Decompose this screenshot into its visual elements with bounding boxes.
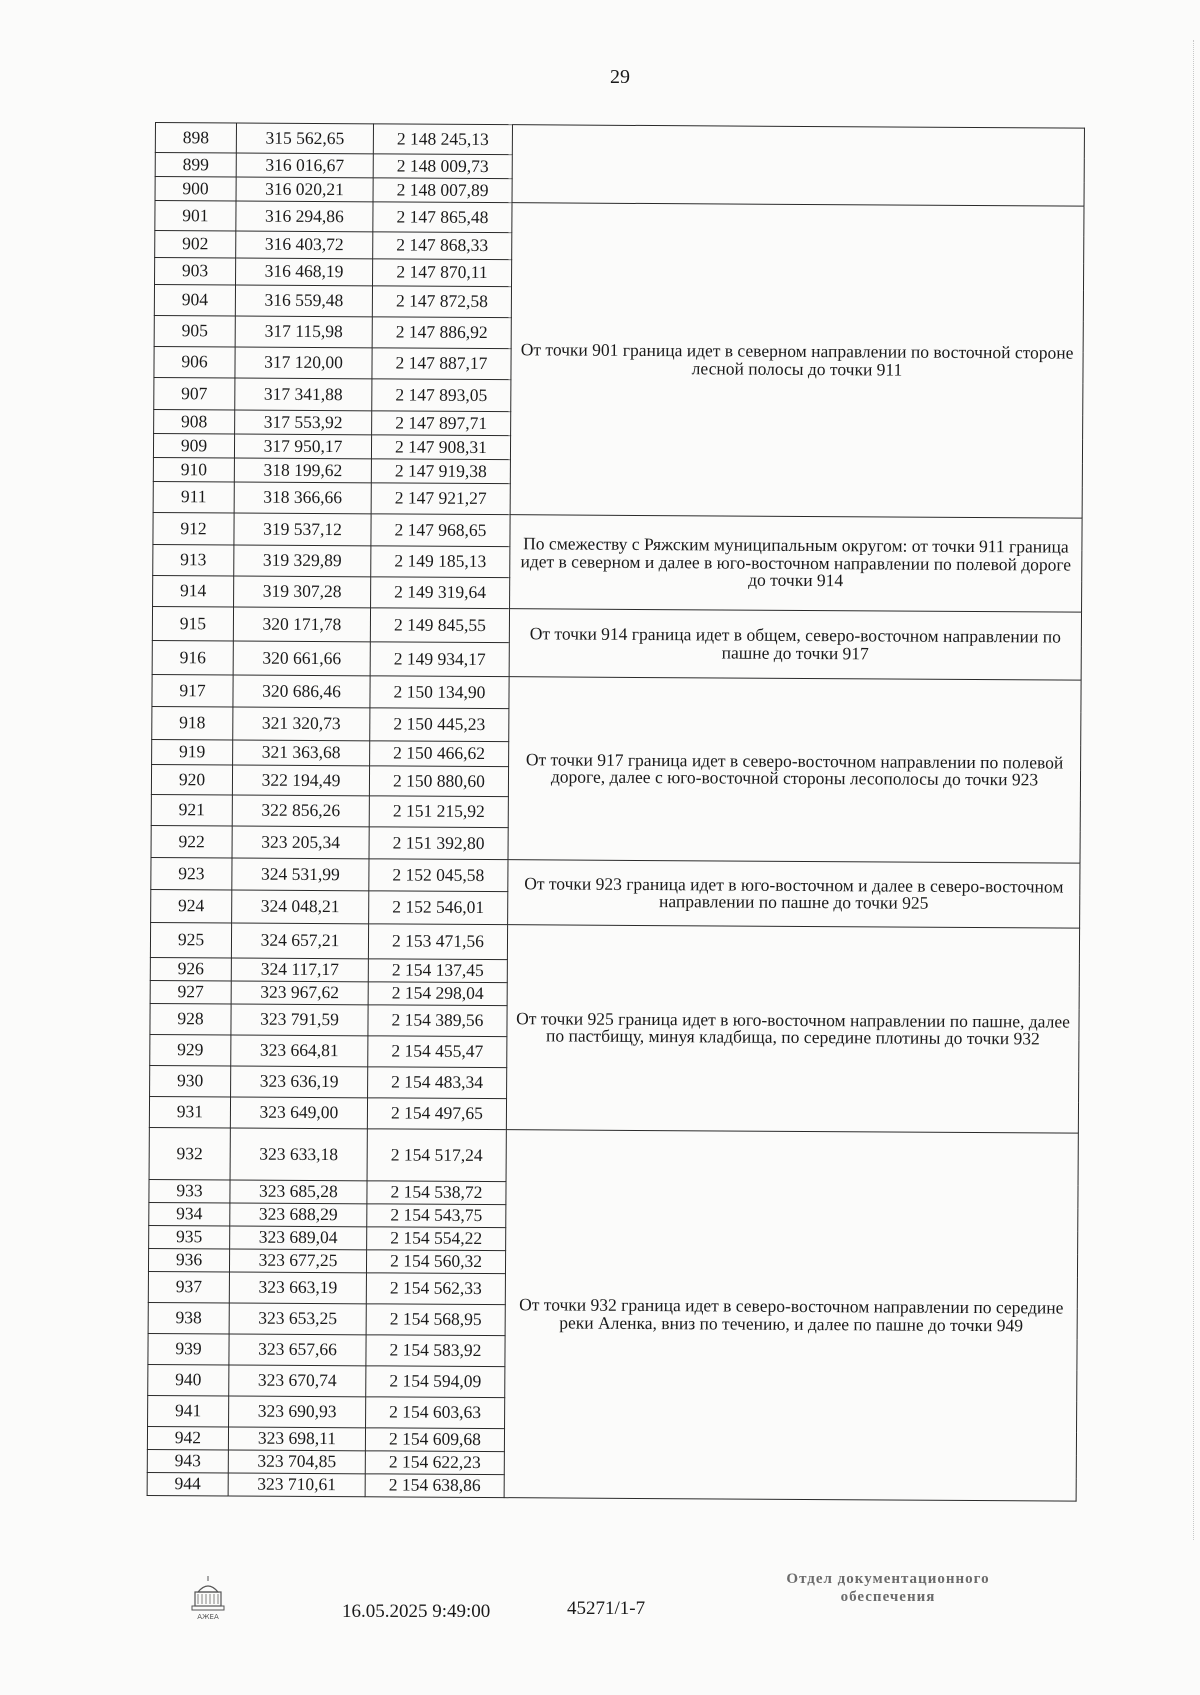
point-number-cell: 909	[153, 433, 234, 457]
x-coordinate-cell: 316 559,48	[235, 285, 372, 317]
x-coordinate-cell: 323 967,62	[231, 981, 368, 1005]
y-coordinate-cell: 2 152 045,58	[369, 859, 508, 892]
x-coordinate-cell: 324 117,17	[231, 958, 368, 982]
point-number-cell: 903	[155, 258, 236, 285]
point-number-cell: 907	[154, 377, 235, 409]
boundary-description-cell: От точки 917 граница идет в северо-восточном направлении по полевой дороге, далее с юго-восточной стороны лесополосы до точки 923	[508, 677, 1081, 863]
point-number-cell: 929	[150, 1034, 231, 1065]
x-coordinate-cell: 323 688,29	[230, 1203, 367, 1227]
x-coordinate-cell: 324 531,99	[232, 858, 369, 891]
point-number-cell: 922	[151, 825, 232, 857]
y-coordinate-cell: 2 154 622,23	[365, 1451, 504, 1475]
y-coordinate-cell: 2 150 445,23	[370, 708, 509, 742]
point-number-cell: 920	[151, 764, 232, 794]
x-coordinate-cell: 316 468,19	[236, 258, 373, 286]
x-coordinate-cell: 317 341,88	[235, 378, 372, 411]
page-number: 29	[610, 66, 630, 88]
x-coordinate-cell: 319 307,28	[234, 576, 371, 608]
x-coordinate-cell: 323 710,61	[228, 1473, 365, 1497]
boundary-description-cell: От точки 914 граница идет в общем, северо-восточном направлении по пашне до точки 917	[509, 609, 1081, 680]
point-number-cell: 901	[155, 201, 236, 231]
point-number-cell: 914	[153, 575, 234, 606]
x-coordinate-cell: 318 199,62	[234, 458, 371, 483]
y-coordinate-cell: 2 152 546,01	[369, 891, 508, 925]
y-coordinate-cell: 2 154 609,68	[365, 1428, 504, 1452]
boundary-description-cell: По смежеству с Ряжским муниципальным округом: от точки 911 граница идет в северном и далее в юго-восточном направлении по полевой дороге до точки 914	[510, 515, 1083, 612]
y-coordinate-cell: 2 151 215,92	[369, 796, 508, 828]
y-coordinate-cell: 2 149 319,64	[371, 577, 510, 609]
y-coordinate-cell: 2 154 389,56	[368, 1005, 507, 1037]
x-coordinate-cell: 316 294,86	[236, 201, 373, 232]
y-coordinate-cell: 2 154 568,95	[366, 1304, 505, 1336]
x-coordinate-cell: 323 649,00	[230, 1097, 367, 1129]
x-coordinate-cell: 319 537,12	[234, 513, 371, 546]
point-number-cell: 916	[152, 640, 233, 674]
boundary-description-cell: От точки 925 граница идет в юго-восточном направлении по пашне, далее по пастбищу, минуя кладбища, по середине плотины до точки 932	[506, 925, 1079, 1133]
y-coordinate-cell: 2 148 245,13	[373, 124, 512, 155]
point-number-cell: 898	[155, 123, 236, 153]
table-row	[150, 922, 1079, 963]
x-coordinate-cell: 318 366,66	[234, 482, 371, 514]
y-coordinate-cell: 2 154 455,47	[368, 1036, 507, 1068]
x-coordinate-cell: 323 685,28	[230, 1180, 367, 1204]
point-number-cell: 932	[149, 1127, 230, 1179]
stamp-line-2: обеспечения	[840, 1589, 936, 1605]
y-coordinate-cell: 2 148 007,89	[373, 178, 512, 203]
y-coordinate-cell: 2 149 185,13	[371, 546, 510, 578]
x-coordinate-cell: 316 016,67	[236, 153, 373, 178]
boundary-description-cell: От точки 932 граница идет в северо-восточном направлении по середине реки Аленка, вниз по течению, и далее по пашне до точки 949	[504, 1130, 1078, 1501]
point-number-cell: 910	[153, 457, 234, 481]
x-coordinate-cell: 323 704,85	[228, 1450, 365, 1474]
y-coordinate-cell: 2 154 483,34	[368, 1067, 507, 1099]
x-coordinate-cell: 323 636,19	[231, 1066, 368, 1098]
y-coordinate-cell: 2 150 880,60	[369, 766, 508, 797]
point-number-cell: 905	[154, 315, 235, 346]
logo-lettering: АЖЕА	[197, 1613, 219, 1621]
point-number-cell: 925	[150, 922, 231, 957]
department-stamp	[738, 1570, 1038, 1606]
y-coordinate-cell: 2 151 392,80	[369, 827, 508, 860]
point-number-cell: 924	[151, 889, 232, 922]
x-coordinate-cell: 324 657,21	[231, 923, 368, 959]
point-number-cell: 906	[154, 346, 235, 377]
x-coordinate-cell: 321 320,73	[233, 707, 370, 741]
y-coordinate-cell: 2 147 872,58	[372, 286, 511, 318]
y-coordinate-cell: 2 154 560,32	[366, 1250, 505, 1274]
point-number-cell: 940	[148, 1364, 229, 1395]
x-coordinate-cell: 323 205,34	[232, 826, 369, 859]
footer-datetime: 16.05.2025 9:49:00	[342, 1601, 491, 1622]
boundary-description-cell: От точки 923 граница идет в юго-восточном и далее в северо-восточном направлении по пашне до точки 925	[508, 860, 1080, 928]
y-coordinate-cell: 2 147 870,11	[373, 259, 512, 287]
point-number-cell: 912	[153, 512, 234, 544]
point-number-cell: 941	[148, 1395, 229, 1426]
x-coordinate-cell: 323 689,04	[230, 1226, 367, 1250]
x-coordinate-cell: 320 661,66	[233, 641, 370, 676]
x-coordinate-cell: 320 686,46	[233, 675, 370, 708]
y-coordinate-cell: 2 154 583,92	[366, 1335, 505, 1367]
point-number-cell: 943	[147, 1449, 228, 1472]
point-number-cell: 933	[149, 1179, 230, 1202]
point-number-cell: 904	[154, 285, 235, 316]
y-coordinate-cell: 2 154 137,45	[368, 959, 507, 983]
point-number-cell: 944	[147, 1472, 228, 1495]
y-coordinate-cell: 2 150 466,62	[370, 741, 509, 767]
x-coordinate-cell: 322 856,26	[232, 795, 369, 827]
x-coordinate-cell: 324 048,21	[232, 890, 369, 924]
table-row	[149, 1127, 1078, 1185]
y-coordinate-cell: 2 147 886,92	[372, 317, 511, 349]
y-coordinate-cell: 2 154 298,04	[368, 982, 507, 1006]
x-coordinate-cell: 323 690,93	[229, 1396, 366, 1428]
boundary-description-cell: От точки 901 граница идет в северном направлении по восточной стороне лесной полосы до точки 911	[510, 203, 1084, 518]
x-coordinate-cell: 323 653,25	[229, 1303, 366, 1335]
x-coordinate-cell: 317 950,17	[234, 434, 371, 459]
point-number-cell: 900	[155, 177, 236, 201]
point-number-cell: 913	[153, 544, 234, 575]
y-coordinate-cell: 2 149 845,55	[370, 608, 509, 643]
point-number-cell: 936	[148, 1248, 229, 1271]
y-coordinate-cell: 2 147 921,27	[371, 483, 510, 515]
point-number-cell: 915	[152, 606, 233, 640]
y-coordinate-cell: 2 154 603,63	[366, 1397, 505, 1429]
point-number-cell: 939	[148, 1333, 229, 1364]
y-coordinate-cell: 2 147 865,48	[373, 202, 512, 233]
point-number-cell: 919	[152, 739, 233, 764]
point-number-cell: 921	[151, 794, 232, 825]
y-coordinate-cell: 2 147 893,05	[372, 379, 511, 412]
point-number-cell: 926	[150, 957, 231, 980]
y-coordinate-cell: 2 154 562,33	[366, 1273, 505, 1305]
table-row	[152, 606, 1081, 646]
x-coordinate-cell: 323 677,25	[229, 1249, 366, 1273]
y-coordinate-cell: 2 154 497,65	[367, 1098, 506, 1130]
y-coordinate-cell: 2 153 471,56	[368, 924, 507, 960]
y-coordinate-cell: 2 149 934,17	[370, 642, 509, 677]
y-coordinate-cell: 2 154 543,75	[367, 1204, 506, 1228]
x-coordinate-cell: 323 698,11	[228, 1427, 365, 1451]
x-coordinate-cell: 323 670,74	[229, 1365, 366, 1397]
x-coordinate-cell: 323 663,19	[229, 1272, 366, 1304]
x-coordinate-cell: 316 020,21	[236, 177, 373, 202]
point-number-cell: 928	[150, 1003, 231, 1034]
y-coordinate-cell: 2 154 594,09	[366, 1366, 505, 1398]
coordinates-table-body	[147, 123, 1084, 1502]
footer-doc-number: 45271/1-7	[567, 1598, 646, 1619]
point-number-cell: 934	[149, 1202, 230, 1225]
y-coordinate-cell: 2 154 638,86	[365, 1474, 504, 1498]
stamp-line-1: Отдел документационного	[786, 1571, 990, 1587]
coordinates-table-wrap	[147, 122, 1085, 1502]
y-coordinate-cell: 2 148 009,73	[373, 154, 512, 179]
x-coordinate-cell: 323 657,66	[229, 1334, 366, 1366]
y-coordinate-cell: 2 147 897,71	[372, 411, 511, 436]
point-number-cell: 911	[153, 481, 234, 512]
point-number-cell: 931	[149, 1096, 230, 1127]
y-coordinate-cell: 2 147 919,38	[371, 459, 510, 484]
point-number-cell: 937	[148, 1271, 229, 1302]
y-coordinate-cell: 2 147 968,65	[371, 514, 510, 547]
x-coordinate-cell: 317 553,92	[235, 410, 372, 435]
y-coordinate-cell: 2 154 554,22	[367, 1227, 506, 1251]
y-coordinate-cell: 2 154 517,24	[367, 1129, 506, 1182]
y-coordinate-cell: 2 150 134,90	[370, 676, 509, 709]
point-number-cell: 927	[150, 980, 231, 1003]
point-number-cell: 930	[150, 1065, 231, 1096]
x-coordinate-cell: 315 562,65	[236, 123, 373, 154]
point-number-cell: 902	[155, 231, 236, 258]
x-coordinate-cell: 323 633,18	[230, 1128, 367, 1181]
point-number-cell: 918	[152, 706, 233, 739]
x-coordinate-cell: 317 120,00	[235, 347, 372, 379]
point-number-cell: 908	[154, 409, 235, 433]
point-number-cell: 899	[155, 153, 236, 177]
y-coordinate-cell: 2 147 887,17	[372, 348, 511, 380]
coordinates-table	[147, 122, 1085, 1502]
x-coordinate-cell: 316 403,72	[236, 231, 373, 259]
point-number-cell: 938	[148, 1302, 229, 1333]
y-coordinate-cell: 2 147 908,31	[371, 435, 510, 460]
x-coordinate-cell: 317 115,98	[235, 316, 372, 348]
y-coordinate-cell: 2 154 538,72	[367, 1181, 506, 1205]
x-coordinate-cell: 319 329,89	[234, 545, 371, 577]
x-coordinate-cell: 322 194,49	[232, 765, 369, 796]
point-number-cell: 917	[152, 674, 233, 706]
boundary-description-cell	[512, 125, 1084, 206]
y-coordinate-cell: 2 147 868,33	[373, 232, 512, 260]
x-coordinate-cell: 320 171,78	[233, 607, 370, 642]
point-number-cell: 923	[151, 857, 232, 889]
point-number-cell: 935	[149, 1225, 230, 1248]
point-number-cell: 942	[147, 1426, 228, 1449]
scan-edge-artifact	[1191, 40, 1194, 1540]
building-dome-icon	[188, 1572, 228, 1622]
x-coordinate-cell: 321 363,68	[233, 740, 370, 766]
x-coordinate-cell: 323 664,81	[231, 1035, 368, 1067]
x-coordinate-cell: 323 791,59	[231, 1004, 368, 1036]
